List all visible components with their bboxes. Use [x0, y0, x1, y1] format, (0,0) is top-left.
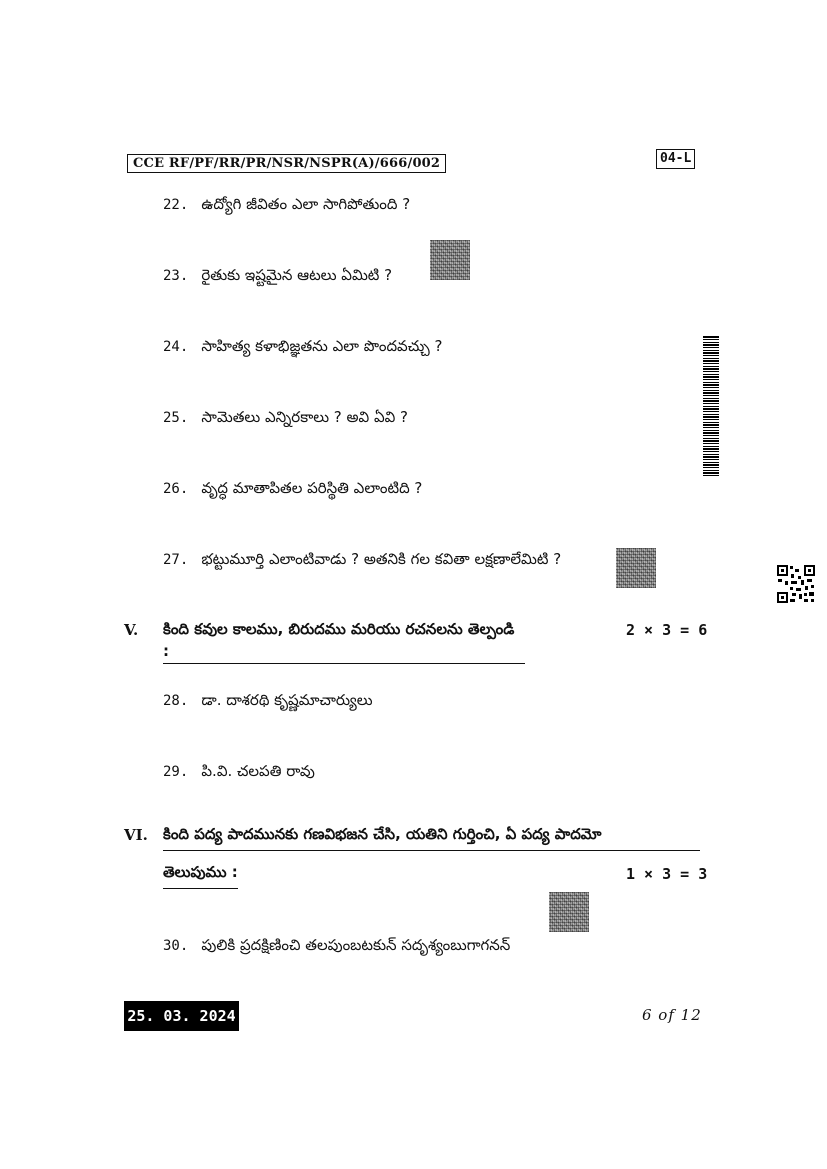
question-number: 22.	[163, 197, 189, 213]
paper-variant: 04-L	[656, 149, 695, 169]
question-text: సాహిత్య కళాభిజ్ఞతను ఎలా పొందవచ్చు ?	[201, 337, 443, 355]
question-23	[163, 265, 392, 288]
question-26	[163, 478, 422, 501]
question-number: 24.	[163, 339, 189, 355]
section-number: V.	[124, 621, 139, 639]
question-text: పులికి ప్రదక్షిణించి తలపుంబటకున్ సదృశ్యంబుగాగనన్	[201, 936, 511, 954]
question-30	[163, 935, 510, 958]
question-number: 27.	[163, 552, 189, 568]
question-text: భట్టుమూర్తి ఎలాంటివాడు ? అతనికి గల కవితా లక్షణాలేమిటి ?	[201, 550, 562, 568]
barcode-icon	[703, 336, 719, 478]
question-text: ఉద్యోగి జీవితం ఎలా సాగిపోతుంది ?	[201, 195, 411, 213]
question-text: డా. దాశరథి కృష్ణమాచార్యులు	[201, 691, 373, 709]
question-22	[163, 194, 410, 217]
section-title: కింది కవుల కాలము, బిరుదము మరియు రచనలను తెల్పండి :	[163, 620, 525, 664]
section-title-continued: తెలుపుము :	[163, 863, 238, 889]
section-marks: 2 × 3 = 6	[626, 621, 708, 639]
question-28	[163, 690, 373, 713]
page-number: 6 of 12	[642, 1006, 702, 1024]
security-pattern	[616, 548, 656, 588]
exam-date: 25. 03. 2024	[124, 1001, 239, 1031]
question-number: 28.	[163, 693, 189, 709]
question-number: 30.	[163, 938, 189, 954]
question-text: వృద్ధ మాతాపితల పరిస్థితి ఎలాంటిది ?	[201, 479, 423, 497]
question-text: పి.వి. చలపతి రావు	[201, 762, 315, 780]
question-text: సామెతలు ఎన్నిరకాలు ? అవి ఏవి ?	[201, 408, 409, 426]
section-marks: 1 × 3 = 3	[626, 865, 708, 883]
question-text: రైతుకు ఇష్టమైన ఆటలు ఏమిటి ?	[201, 266, 393, 284]
question-number: 25.	[163, 410, 189, 426]
question-24	[163, 336, 442, 359]
qr-code-icon	[776, 564, 816, 604]
question-number: 29.	[163, 764, 189, 780]
question-number: 23.	[163, 268, 189, 284]
security-pattern	[430, 240, 470, 280]
question-27	[163, 549, 561, 572]
question-number: 26.	[163, 481, 189, 497]
security-pattern	[549, 892, 589, 932]
paper-code: CCE RF/PF/RR/PR/NSR/NSPR(A)/666/002	[127, 154, 446, 173]
question-25	[163, 407, 408, 430]
section-title: కింది పద్య పాదమునకు గణవిభజన చేసి, యతిని గుర్తించి, ఏ పద్య పాదమో	[163, 825, 700, 851]
question-29	[163, 761, 315, 784]
section-number: VI.	[124, 826, 148, 844]
